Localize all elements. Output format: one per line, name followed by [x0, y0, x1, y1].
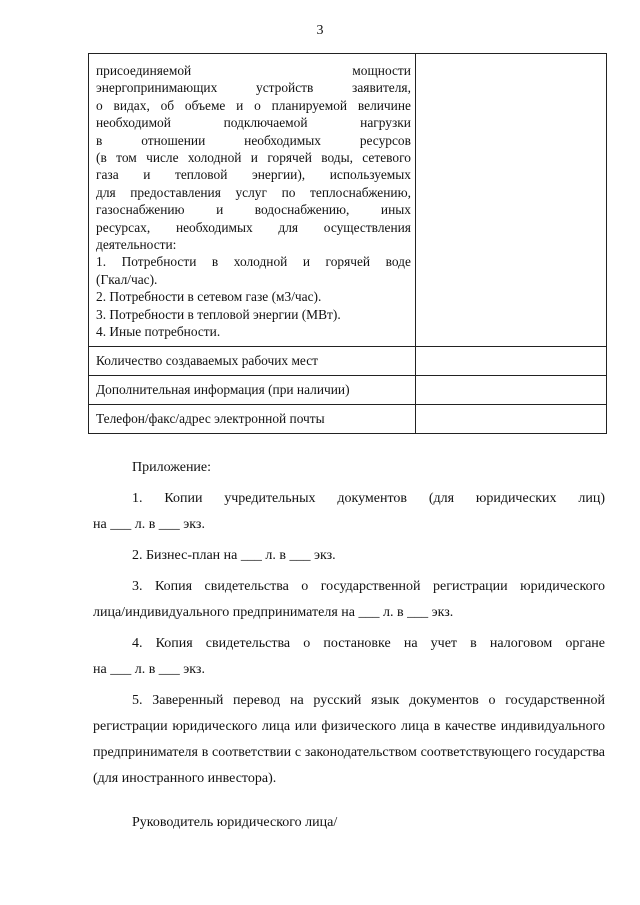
appendix-item-2: 2. Бизнес-план на ___ л. в ___ экз.: [132, 548, 336, 563]
text-line: (в том числе холодной и горячей воды, сетевого: [96, 150, 411, 166]
text-line: 1. Потребности в холодной и горячей воде: [96, 254, 411, 270]
appendix-item-1: 1. Копии учредительных документов (для юридических лиц): [132, 491, 605, 506]
appendix-item-4-cont: на ___ л. в ___ экз.: [93, 662, 205, 677]
page-number: 3: [316, 23, 324, 38]
text-line: для предоставления услуг по теплоснабжению,: [96, 184, 411, 200]
contacts-value[interactable]: [415, 404, 606, 433]
appendix-item-5: 5. Заверенный перевод на русский язык документов о государственной регистрации юридического лица или физического лица в качестве индивидуального предпринимателя в соответствии с законодательством соответствующего государства (для иностранного инвестора).: [93, 693, 605, 786]
appendix-heading: Приложение:: [132, 460, 212, 475]
text-line: о видах, об объеме и о планируемой величине: [96, 97, 411, 113]
text-line: газа и тепловой энергии), используемых: [96, 167, 411, 183]
appendix-section: [93, 455, 605, 792]
text-line: энергопринимающих устройств заявителя,: [96, 80, 411, 96]
text-line: деятельности:: [96, 237, 177, 253]
table-row: [89, 404, 607, 433]
appendix-item-4: 4. Копия свидетельства о постановке на учет в налоговом органе: [132, 636, 605, 651]
text-line: присоединяемой мощности: [96, 63, 411, 78]
additional-info-value[interactable]: [415, 375, 606, 404]
jobs-count-value[interactable]: [415, 346, 606, 375]
appendix-item-1-cont: на ___ л. в ___ экз.: [93, 517, 205, 532]
signature-caption: Руководитель юридического лица/: [132, 815, 338, 830]
additional-info-label: Дополнительная информация (при наличии): [89, 375, 416, 404]
text-line: необходимой подключаемой нагрузки: [96, 115, 411, 131]
appendix-item-3-cont: лица/индивидуального предпринимателя на ___ л. в ___ экз.: [93, 605, 454, 620]
text-line: 3. Потребности в тепловой энергии (МВт).: [96, 306, 341, 322]
text-line: в отношении необходимых ресурсов: [96, 132, 411, 148]
application-form-table: [88, 53, 607, 434]
table-row: [89, 375, 607, 404]
text-line: газоснабжению и водоснабжению, иных: [96, 202, 411, 218]
resource-needs-label: [89, 54, 416, 347]
table-row: [89, 54, 607, 347]
jobs-count-label: Количество создаваемых рабочих мест: [89, 346, 416, 375]
text-line: (Гкал/час).: [96, 271, 158, 287]
text-line: 4. Иные потребности.: [96, 324, 221, 340]
table-row: [89, 346, 607, 375]
text-line: ресурсах, необходимых для осуществления: [96, 219, 411, 235]
resource-needs-value[interactable]: [415, 54, 606, 347]
contacts-label: Телефон/факс/адрес электронной почты: [89, 404, 416, 433]
text-line: 2. Потребности в сетевом газе (м3/час).: [96, 289, 322, 305]
appendix-item-3: 3. Копия свидетельства о государственной регистрации юридического: [132, 579, 605, 594]
